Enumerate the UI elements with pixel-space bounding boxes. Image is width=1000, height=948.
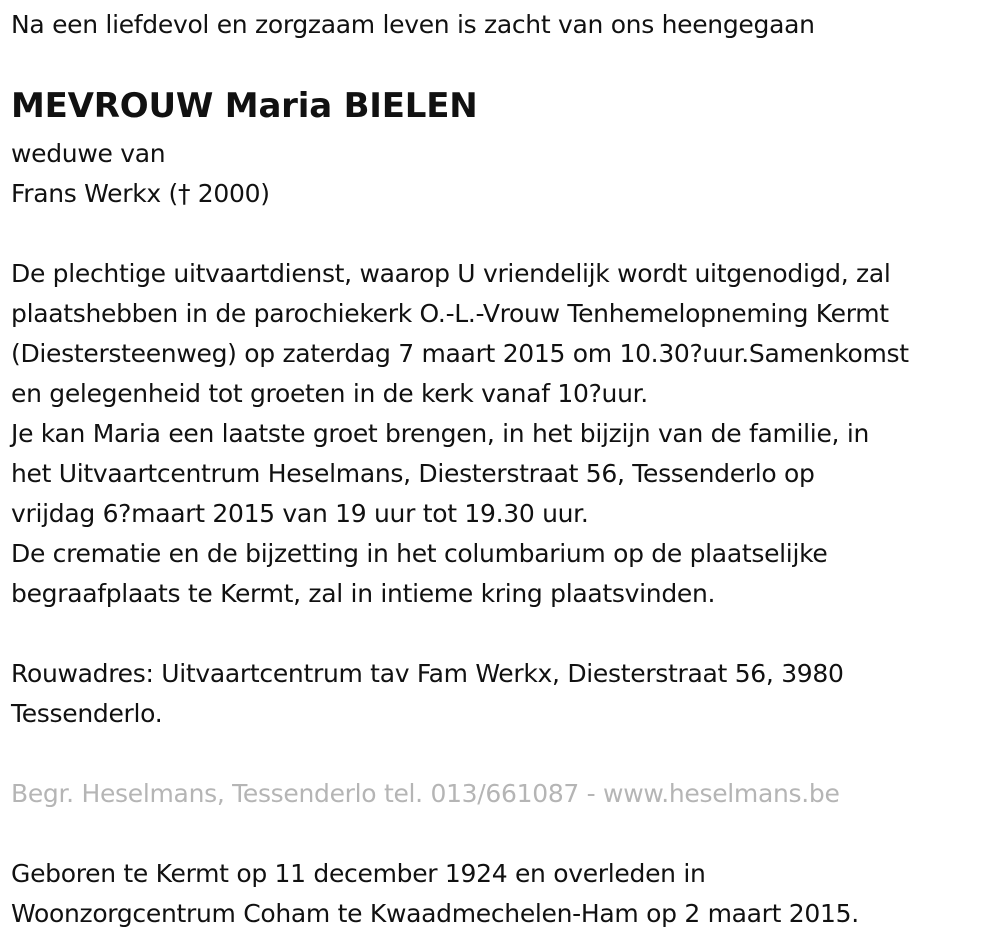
- service-line: De crematie en de bijzetting in het columbarium op de plaatselijke: [11, 539, 828, 568]
- address-line: Rouwadres: Uitvaartcentrum tav Fam Werkx, Diesterstraat 56, 3980: [11, 659, 844, 688]
- service-line: vrijdag 6?maart 2015 van 19 uur tot 19.30 uur.: [11, 499, 589, 528]
- intro-text: Na een liefdevol en zorgzaam leven is zacht van ons heengegaan: [11, 10, 815, 39]
- birth-death-line: Woonzorgcentrum Coham te Kwaadmechelen-Ham op 2 maart 2015.: [11, 899, 859, 928]
- service-line: en gelegenheid tot groeten in de kerk vanaf 10?uur.: [11, 379, 648, 408]
- service-paragraph: [11, 254, 909, 614]
- birth-death-line: Geboren te Kermt op 11 december 1924 en overleden in: [11, 859, 706, 888]
- funeral-home-block: [11, 774, 840, 814]
- funeral-home-credit: Begr. Heselmans, Tessenderlo tel. 013/661087 - www.heselmans.be: [11, 779, 840, 808]
- service-line: begraafplaats te Kermt, zal in intieme kring plaatsvinden.: [11, 579, 716, 608]
- service-line: (Diestersteenweg) op zaterdag 7 maart 2015 om 10.30?uur.Samenkomst: [11, 339, 909, 368]
- mourning-address: [11, 654, 844, 734]
- relation-block: [11, 134, 270, 214]
- service-line: Je kan Maria een laatste groet brengen, in het bijzijn van de familie, in: [11, 419, 870, 448]
- birth-death-block: [11, 854, 859, 934]
- service-line: plaatshebben in de parochiekerk O.-L.-Vrouw Tenhemelopneming Kermt: [11, 299, 889, 328]
- address-line: Tessenderlo.: [11, 699, 163, 728]
- spouse-name: Frans Werkx († 2000): [11, 179, 270, 208]
- deceased-name: MEVROUW Maria BIELEN: [11, 86, 478, 126]
- relation-label: weduwe van: [11, 139, 166, 168]
- service-line: het Uitvaartcentrum Heselmans, Diesterstraat 56, Tessenderlo op: [11, 459, 815, 488]
- service-line: De plechtige uitvaartdienst, waarop U vriendelijk wordt uitgenodigd, zal: [11, 259, 891, 288]
